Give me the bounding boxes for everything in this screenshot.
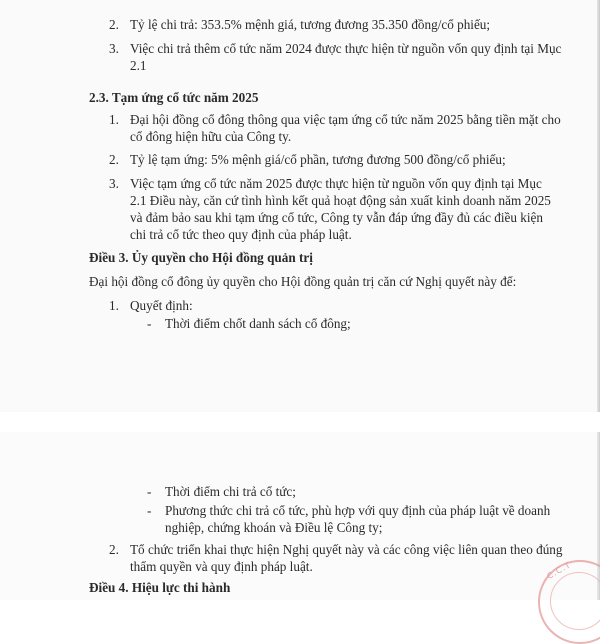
list-item-text: Tỷ lệ chi trả: 353.5% mệnh giá, tương đương 35.350 đồng/cổ phiếu; — [130, 17, 491, 32]
list-number: 2. — [109, 17, 119, 32]
section-heading: 2.3. Tạm ứng cổ tức năm 2025 — [89, 90, 259, 105]
list-item-text: Tổ chức triển khai thực hiện Nghị quyết này và các công việc liên quan theo đúng — [130, 542, 563, 557]
list-number: 1. — [109, 298, 119, 313]
sub-item-text: Thời điểm chốt danh sách cổ đông; — [165, 316, 351, 331]
list-item-text: chi trả cổ tức theo quy định của pháp luật. — [130, 227, 352, 242]
list-item-text: thẩm quyền và quy định pháp luật. — [130, 559, 313, 574]
document-page-2 — [0, 432, 600, 600]
list-item-text: Việc chi trả thêm cổ tức năm 2024 được thực hiện từ nguồn vốn quy định tại Mục — [130, 41, 562, 56]
list-item-text: Việc tạm ứng cổ tức năm 2025 được thực hiện từ nguồn vốn quy định tại Mục — [130, 176, 542, 191]
list-item-text: 2.1 Điều này, căn cứ tình hình kết quả hoạt động sản xuất kinh doanh năm 2025 — [130, 193, 551, 208]
list-item-text: Đại hội đồng cổ đông thông qua việc tạm ứng cổ tức năm 2025 bằng tiền mặt cho — [130, 112, 561, 127]
sub-item-text: nghiệp, chứng khoán và Điều lệ Công ty; — [165, 520, 383, 535]
list-number: 3. — [109, 176, 119, 191]
dash-bullet: - — [147, 503, 152, 518]
list-number: 2. — [109, 542, 119, 557]
list-item-text: Tỷ lệ tạm ứng: 5% mệnh giá/cổ phần, tương đương 500 đồng/cổ phiếu; — [130, 152, 506, 167]
paragraph: Đại hội đồng cổ đông ủy quyền cho Hội đồng quản trị căn cứ Nghị quyết này để: — [89, 274, 517, 289]
list-item-text: Quyết định: — [130, 298, 193, 313]
list-item-text: 2.1 — [130, 58, 147, 73]
dash-bullet: - — [147, 316, 152, 331]
sub-item-text: Phương thức chi trả cổ tức, phù hợp với quy định của pháp luật về doanh — [165, 503, 551, 518]
stamp-lettering: C.C.T — [545, 560, 573, 581]
company-seal-stamp — [538, 560, 600, 644]
article-heading: Điều 3. Ủy quyền cho Hội đồng quản trị — [89, 250, 313, 265]
article-heading: Điều 4. Hiệu lực thi hành — [89, 580, 231, 595]
sub-item-text: Thời điểm chi trả cổ tức; — [165, 484, 296, 499]
list-item-text: cổ đông hiện hữu của Công ty. — [130, 129, 292, 144]
list-item-text: và đảm bảo sau khi tạm ứng cổ tức, Công ty vẫn đáp ứng đầy đủ các điều kiện — [130, 210, 543, 225]
stamp-inner-ring — [550, 572, 600, 630]
page-gap — [0, 412, 600, 432]
list-number: 2. — [109, 152, 119, 167]
list-number: 1. — [109, 112, 119, 127]
list-number: 3. — [109, 41, 119, 56]
dash-bullet: - — [147, 484, 152, 499]
